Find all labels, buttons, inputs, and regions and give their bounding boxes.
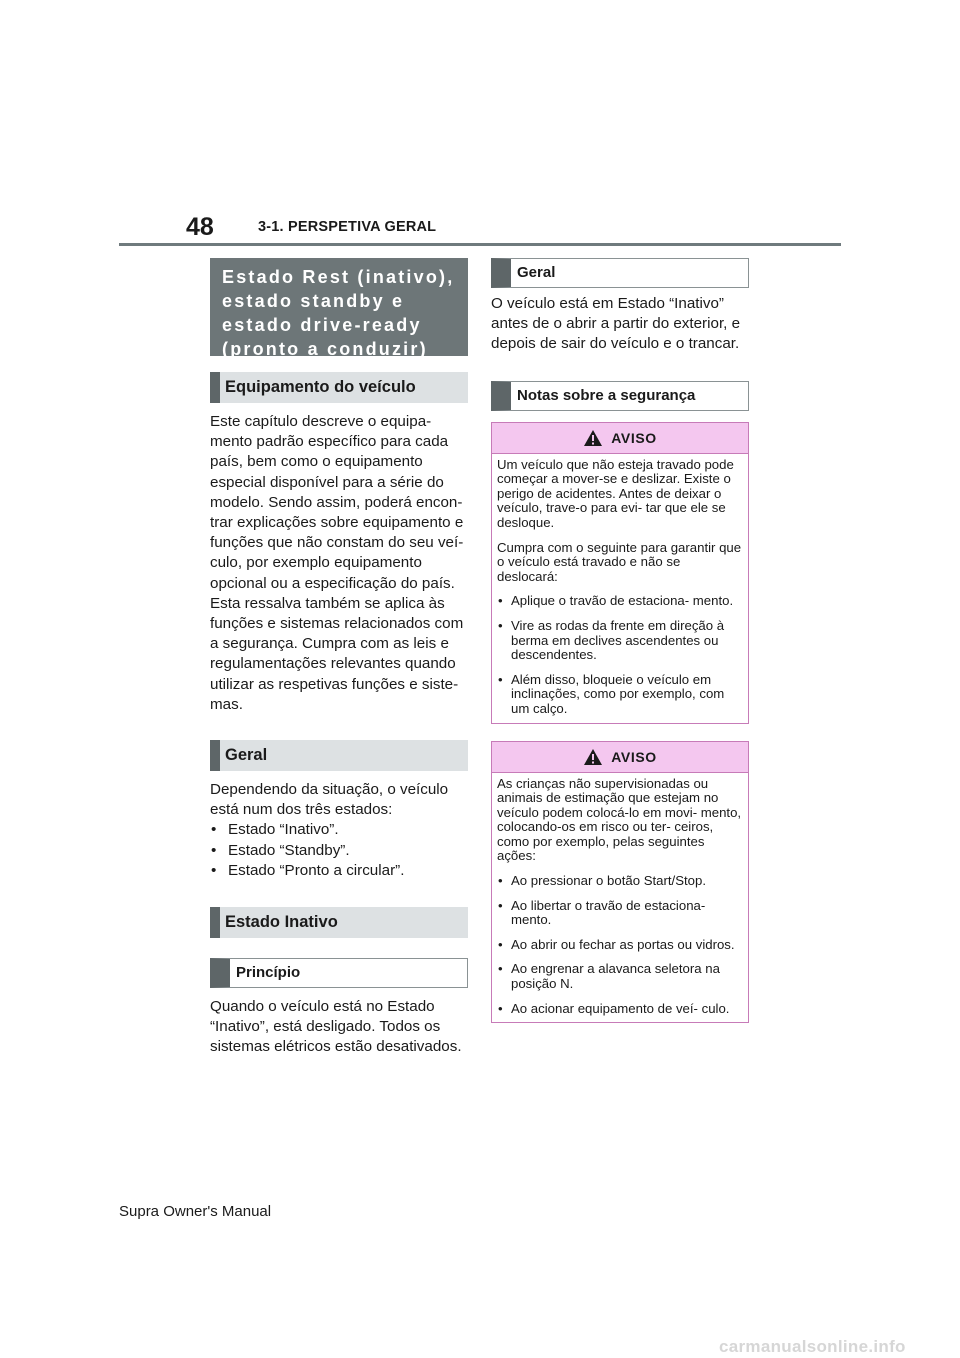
inactive-text <box>210 997 468 1058</box>
general-text <box>210 780 468 881</box>
heading-equipment: Equipamento do veículo <box>210 372 468 403</box>
warning-box <box>491 422 749 724</box>
inactive-paragraph: Quando o veículo está no Estado “Inativo”, está desligado. Todos os sistemas elétricos estão desativados. <box>210 998 462 1056</box>
heading-general: Geral <box>210 740 468 771</box>
equipment-text <box>210 412 468 715</box>
warning-paragraph: Um veículo que não esteja travado pode começar a mover-se e deslizar. Existe o perigo de acidentes. Antes de deixar o veículo, trave-o para evi- tar que ele se desloque. <box>497 456 734 530</box>
warning-box <box>491 741 749 1024</box>
list-item: • Ao libertar o travão de estaciona- mento. <box>497 899 742 928</box>
warning-body <box>492 454 748 723</box>
list-item: • Ao engrenar a alavanca seletora na posição N. <box>497 962 742 991</box>
list-item: • Estado “Inativo”. <box>210 820 468 840</box>
warning-triangle-icon <box>583 429 603 447</box>
heading-inactive: Estado Inativo <box>210 907 468 938</box>
warning-title: AVISO <box>611 429 657 446</box>
warning-triangle-icon <box>583 748 603 766</box>
subheading-principle: Princípio <box>210 958 468 988</box>
left-column <box>210 258 468 1058</box>
list-item: • Ao pressionar o botão Start/Stop. <box>497 874 742 889</box>
right-column <box>491 258 749 1023</box>
warning-body <box>492 773 748 1023</box>
list-item: • Vire as rodas da frente em direção à berma em declives ascendentes ou descendentes. <box>497 619 742 663</box>
list-item: • Estado “Pronto a circular”. <box>210 861 468 881</box>
right-general-text <box>491 294 749 355</box>
list-item: • Estado “Standby”. <box>210 841 468 861</box>
list-item: • Além disso, bloqueie o veículo em inclinações, como por exemplo, com um calço. <box>497 673 742 717</box>
warning-header <box>492 742 748 773</box>
right-general-paragraph: O veículo está em Estado “Inativo” antes de o abrir a partir do exterior, e depois de sair do veículo e o trancar. <box>491 295 741 353</box>
list-item: • Ao acionar equipamento de veí- culo. <box>497 1002 742 1017</box>
warning-title: AVISO <box>611 748 657 765</box>
subheading-general: Geral <box>491 258 749 288</box>
watermark: carmanualsonline.info <box>719 1337 906 1356</box>
main-title: Estado Rest (inativo), estado standby e estado drive-ready (pronto a conduzir) <box>210 258 468 356</box>
warning-paragraph: As crianças não supervisionadas ou animais de estimação que estejam no veículo podem colocá-lo em movi- mento, colocando-os em risco ou ter- ceiros, como por exemplo, pelas seguintes ações: <box>497 775 742 864</box>
header-rule <box>119 243 841 246</box>
general-intro: Dependendo da situação, o veículo está num dos três estados: <box>210 781 449 819</box>
equipment-paragraph: Este capítulo descreve o equipa- mento padrão específico para cada país, bem como o equipamento especial disponível para a série do modelo. Sendo assim, poderá encon- trar explicações sobre equipamento e funções que não constam do seu veí- culo, por exemplo equipamento opcional ou a especificação do país. Esta ressalva também se aplica às funções e sistemas relacionados com a segurança. Cumpra com as leis e regulamentações relevantes quando utilizar as respetivas funções e siste- mas. <box>210 413 464 713</box>
warning-list <box>497 594 742 716</box>
footer-manual-title: Supra Owner's Manual <box>119 1203 272 1220</box>
subheading-safety: Notas sobre a segurança <box>491 381 749 411</box>
page-number: 48 <box>186 213 214 241</box>
states-list <box>210 820 468 881</box>
warning-list <box>497 874 742 1016</box>
section-title: 3-1. PERSPETIVA GERAL <box>258 219 437 235</box>
warning-header <box>492 423 748 454</box>
list-item: • Aplique o travão de estaciona- mento. <box>497 594 742 609</box>
list-item: • Ao abrir ou fechar as portas ou vidros. <box>497 938 742 953</box>
warning-paragraph: Cumpra com o seguinte para garantir que o veículo está travado e não se deslocará: <box>497 539 742 584</box>
